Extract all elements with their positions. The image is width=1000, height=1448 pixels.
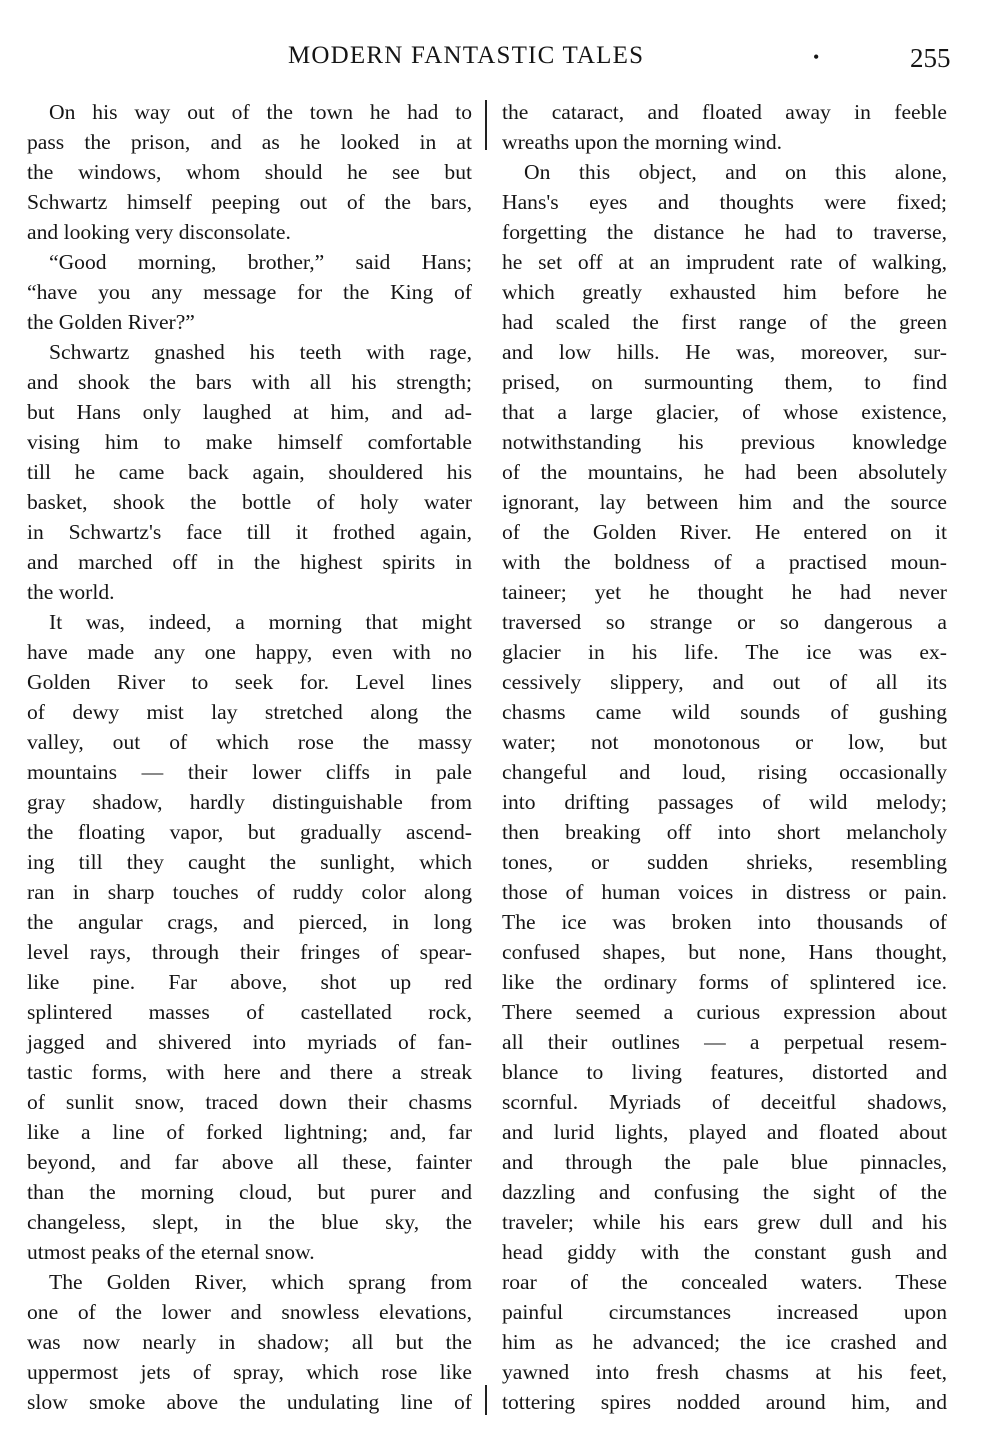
text-line: level rays, through their fringes of spear- xyxy=(27,940,472,964)
text-line: was now nearly in shadow; all but the xyxy=(27,1330,472,1354)
text-line: than the morning cloud, but purer and xyxy=(27,1180,472,1204)
text-line: had scaled the first range of the green xyxy=(502,310,947,334)
text-line: he set off at an imprudent rate of walking, xyxy=(502,250,947,274)
text-line: with the boldness of a practised moun- xyxy=(502,550,947,574)
text-line: tottering spires nodded around him, and xyxy=(502,1390,947,1414)
text-line: traversed so strange or so dangerous a xyxy=(502,610,947,634)
column-divider-top xyxy=(485,100,487,150)
text-line: chasms came wild sounds of gushing xyxy=(502,700,947,724)
text-line: till he came back again, shouldered his xyxy=(27,460,472,484)
text-line: On his way out of the town he had to xyxy=(49,100,472,124)
text-line: Golden River to seek for. Level lines xyxy=(27,670,472,694)
text-line: ing till they caught the sunlight, which xyxy=(27,850,472,874)
text-line: water; not monotonous or low, but xyxy=(502,730,947,754)
text-line: the windows, whom should he see but xyxy=(27,160,472,184)
text-line: The ice was broken into thousands of xyxy=(502,910,947,934)
text-line: of the Golden River. He entered on it xyxy=(502,520,947,544)
text-line: the Golden River?” xyxy=(27,310,195,334)
text-line: beyond, and far above all these, fainter xyxy=(27,1150,472,1174)
text-line: the cataract, and floated away in feeble xyxy=(502,100,947,124)
text-line: “Good morning, brother,” said Hans; xyxy=(49,250,472,274)
text-line: and low hills. He was, moreover, sur- xyxy=(502,340,947,364)
text-line: scornful. Myriads of deceitful shadows, xyxy=(502,1090,947,1114)
text-line: tones, or sudden shrieks, resembling xyxy=(502,850,947,874)
text-line: into drifting passages of wild melody; xyxy=(502,790,947,814)
text-line: in Schwartz's face till it frothed again, xyxy=(27,520,472,544)
text-line: Schwartz himself peeping out of the bars, xyxy=(27,190,472,214)
text-line: which greatly exhausted him before he xyxy=(502,280,947,304)
text-line: It was, indeed, a morning that might xyxy=(49,610,472,634)
text-line: valley, out of which rose the massy xyxy=(27,730,472,754)
text-line: slow smoke above the undulating line of xyxy=(27,1390,472,1414)
text-line: like the ordinary forms of splintered ice. xyxy=(502,970,947,994)
text-line: have made any one happy, even with no xyxy=(27,640,472,664)
text-line: then breaking off into short melancholy xyxy=(502,820,947,844)
text-line: yawned into fresh chasms at his feet, xyxy=(502,1360,947,1384)
text-line: blance to living features, distorted and xyxy=(502,1060,947,1084)
text-line: confused shapes, but none, Hans thought, xyxy=(502,940,947,964)
page-number: 255 xyxy=(910,43,951,73)
text-line: prised, on surmounting them, to find xyxy=(502,370,947,394)
text-line: tastic forms, with here and there a streak xyxy=(27,1060,472,1084)
text-line: forgetting the distance he had to traverse, xyxy=(502,220,947,244)
text-line: and lurid lights, played and floated about xyxy=(502,1120,947,1144)
right-column xyxy=(502,97,947,1417)
text-line: “have you any message for the King of xyxy=(27,280,472,304)
text-line: basket, shook the bottle of holy water xyxy=(27,490,472,514)
text-line: On this object, and on this alone, xyxy=(524,160,947,184)
text-line: There seemed a curious expression about xyxy=(502,1000,947,1024)
text-line: traveler; while his ears grew dull and his xyxy=(502,1210,947,1234)
text-line: Hans's eyes and thoughts were fixed; xyxy=(502,190,947,214)
text-line: like pine. Far above, shot up red xyxy=(27,970,472,994)
text-line: ran in sharp touches of ruddy color along xyxy=(27,880,472,904)
text-line: all their outlines — a perpetual resem- xyxy=(502,1030,947,1054)
text-line: Schwartz gnashed his teeth with rage, xyxy=(49,340,472,364)
text-line: like a line of forked lightning; and, far xyxy=(27,1120,472,1144)
text-line: and looking very disconsolate. xyxy=(27,220,291,244)
column-divider-bottom xyxy=(485,1385,487,1415)
text-line: vising him to make himself comfortable xyxy=(27,430,472,454)
text-line: of sunlit snow, traced down their chasms xyxy=(27,1090,472,1114)
header-bullet: • xyxy=(813,47,820,67)
text-line: gray shadow, hardly distinguishable from xyxy=(27,790,472,814)
text-line: head giddy with the constant gush and xyxy=(502,1240,947,1264)
text-line: taineer; yet he thought he had never xyxy=(502,580,947,604)
text-line: and through the pale blue pinnacles, xyxy=(502,1150,947,1174)
text-line: the floating vapor, but gradually ascend- xyxy=(27,820,472,844)
text-line: but Hans only laughed at him, and ad- xyxy=(27,400,472,424)
text-line: him as he advanced; the ice crashed and xyxy=(502,1330,947,1354)
text-line: uppermost jets of spray, which rose like xyxy=(27,1360,472,1384)
text-line: pass the prison, and as he looked in at xyxy=(27,130,472,154)
text-line: wreaths upon the morning wind. xyxy=(502,130,783,154)
left-column xyxy=(27,97,472,1417)
text-line: and shook the bars with all his strength; xyxy=(27,370,472,394)
text-line: one of the lower and snowless elevations, xyxy=(27,1300,472,1324)
text-line: the angular crags, and pierced, in long xyxy=(27,910,472,934)
text-line: splintered masses of castellated rock, xyxy=(27,1000,472,1024)
text-line: The Golden River, which sprang from xyxy=(49,1270,472,1294)
text-line: mountains — their lower cliffs in pale xyxy=(27,760,472,784)
text-line: glacier in his life. The ice was ex- xyxy=(502,640,947,664)
text-line: painful circumstances increased upon xyxy=(502,1300,947,1324)
text-line: roar of the concealed waters. These xyxy=(502,1270,947,1294)
text-line: ignorant, lay between him and the source xyxy=(502,490,947,514)
text-line: utmost peaks of the eternal snow. xyxy=(27,1240,315,1264)
text-line: jagged and shivered into myriads of fan- xyxy=(27,1030,472,1054)
text-line: of dewy mist lay stretched along the xyxy=(27,700,472,724)
text-line: that a large glacier, of whose existence, xyxy=(502,400,947,424)
page-header xyxy=(0,0,1000,90)
text-line: those of human voices in distress or pain. xyxy=(502,880,947,904)
text-line: changeless, slept, in the blue sky, the xyxy=(27,1210,472,1234)
running-title: MODERN FANTASTIC TALES xyxy=(288,42,645,69)
text-line: changeful and loud, rising occasionally xyxy=(502,760,947,784)
text-line: cessively slippery, and out of all its xyxy=(502,670,947,694)
text-line: of the mountains, he had been absolutely xyxy=(502,460,947,484)
text-line: dazzling and confusing the sight of the xyxy=(502,1180,947,1204)
text-line: notwithstanding his previous knowledge xyxy=(502,430,947,454)
text-line: the world. xyxy=(27,580,115,604)
text-line: and marched off in the highest spirits in xyxy=(27,550,472,574)
